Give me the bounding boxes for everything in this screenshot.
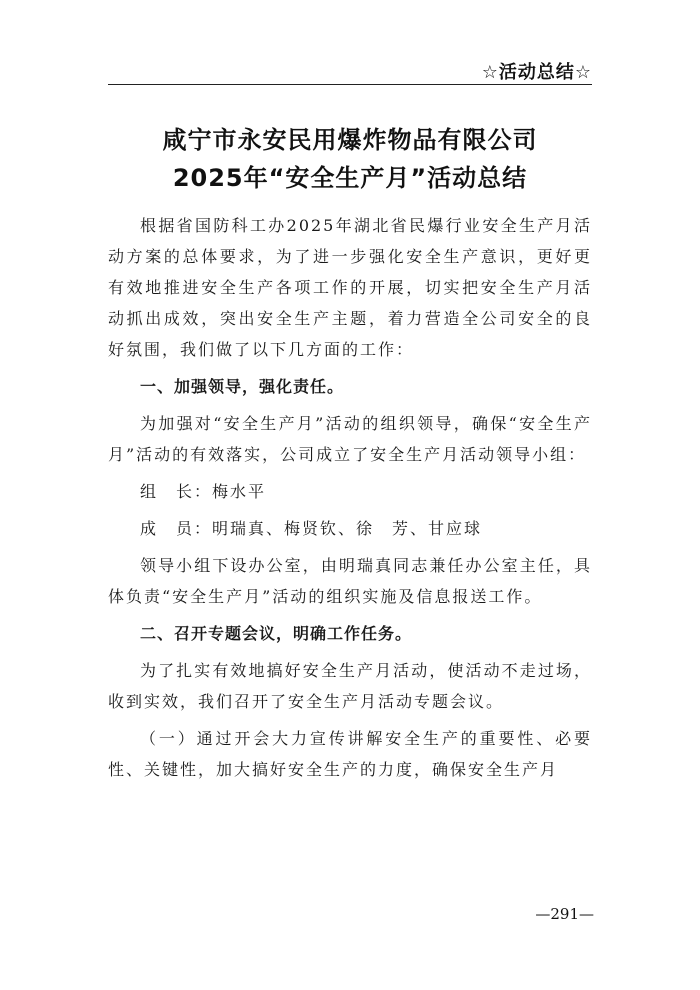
section2-paragraph-2: （一）通过开会大力宣传讲解安全生产的重要性、必要性、关键性，加大搞好安全生产的力度，确保安全生产月	[108, 729, 592, 779]
header-divider	[108, 84, 592, 85]
document-body	[108, 210, 592, 791]
page-number: —291—	[535, 905, 594, 923]
leader-line: 组 长：梅水平	[140, 482, 267, 501]
header-label: ☆活动总结☆	[481, 62, 592, 83]
section-heading-2: 二、召开专题会议，明确工作任务。	[140, 624, 413, 643]
document-title-line2: 2025年“安全生产月”活动总结	[172, 164, 528, 192]
section2-paragraph-1: 为了扎实有效地搞好安全生产月活动，使活动不走过场，收到实效，我们召开了安全生产月活动专题会议。	[108, 661, 592, 711]
section-heading-1: 一、加强领导，强化责任。	[140, 377, 345, 396]
members-line: 成 员：明瑞真、梅贤钦、徐 芳、甘应球	[140, 519, 483, 538]
section1-paragraph-1: 为加强对“安全生产月”活动的组织领导，确保“安全生产月”活动的有效落实，公司成立了安全生产月活动领导小组：	[108, 414, 592, 464]
intro-paragraph: 根据省国防科工办2025年湖北省民爆行业安全生产月活动方案的总体要求，为了进一步强化安全生产意识，更好更有效地推进安全生产各项工作的开展，切实把安全生产月活动抓出成效，突出安全生产主题，着力营造全公司安全的良好氛围，我们做了以下几方面的工作：	[108, 216, 592, 359]
document-title-line1: 咸宁市永安民用爆炸物品有限公司	[162, 126, 538, 154]
section1-paragraph-2: 领导小组下设办公室，由明瑞真同志兼任办公室主任，具体负责“安全生产月”活动的组织实施及信息报送工作。	[108, 556, 592, 606]
